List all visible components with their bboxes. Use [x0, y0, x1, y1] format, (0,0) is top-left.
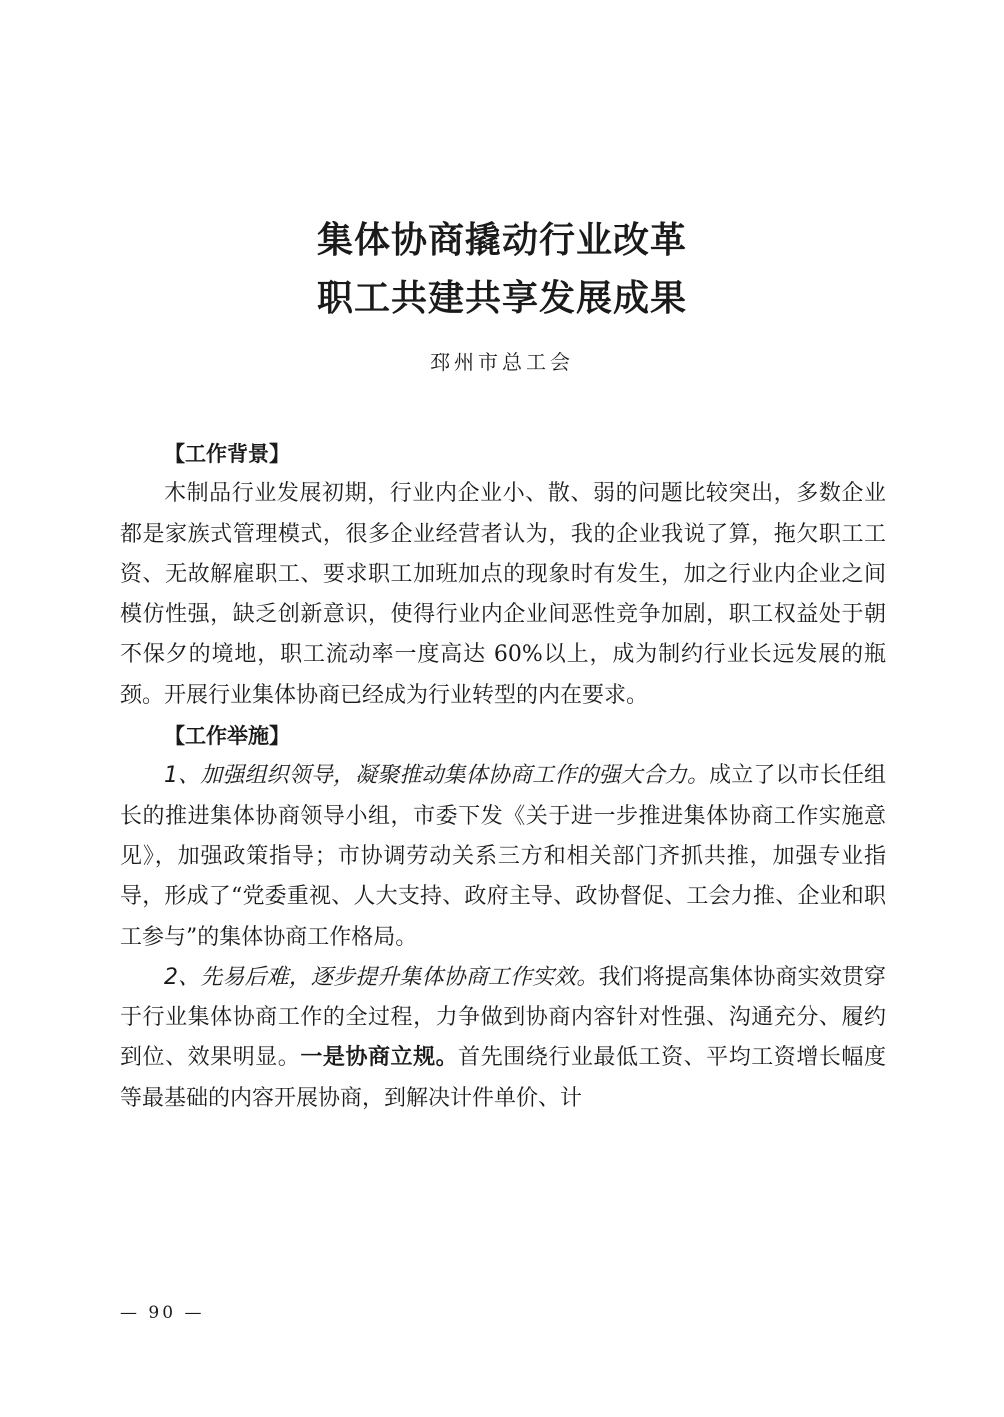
point-2-emphasis: 一是协商立规。	[300, 1045, 459, 1071]
point-2-title: 2、先易后难，逐步提升集体协商工作实效。	[164, 964, 599, 990]
paragraph-background: 木制品行业发展初期，行业内企业小、散、弱的问题比较突出，多数企业都是家族式管理模式，很多企业经营者认为，我的企业我说了算，拖欠职工工资、无故解雇职工、要求职工加班加点的现象时有发生，加之行业内企业之间模仿性强，缺乏创新意识，使得行业内企业间恶性竞争加剧，职工权益处于朝不保夕的境地，职工流动率一度高达 60%以上，成为制约行业长远发展的瓶颈。开展行业集体协商已经成为行业转型的内在要求。	[120, 481, 886, 708]
document-body	[120, 434, 886, 1119]
point-2-text-after: 首先围绕行业最低工资、平均工资增长幅度等最基础的内容开展协商，到解决计件单价、计	[120, 1045, 886, 1111]
title-line-1: 集体协商撬动行业改革	[316, 220, 687, 261]
point-2-text-before: 我们将提高集体协商实效贯穿于行业集体协商工作的全过程，力争做到协商内容针对性强、沟通充分、履约到位、效果明显。	[120, 964, 886, 1071]
author: 邳州市总工会	[430, 350, 574, 374]
section-heading-background: 【工作背景】	[164, 442, 290, 466]
section-heading-measures: 【工作举施】	[164, 724, 290, 749]
paragraph-point-1	[120, 756, 886, 957]
paragraph-point-2	[120, 958, 886, 1119]
title-line-2: 职工共建共享发展成果	[316, 278, 687, 319]
point-1-title: 1、加强组织领导，凝聚推动集体协商工作的强大合力。	[164, 763, 710, 789]
point-1-text: 成立了以市长任组长的推进集体协商领导小组，市委下发《关于进一步推进集体协商工作实施意见》，加强政策指导；市协调劳动关系三方和相关部门齐抓共推，加强专业指导，形成了“党委重视、人大支持、政府主导、政协督促、工会力推、企业和职工参与”的集体协商工作格局。	[120, 763, 886, 950]
document-title	[0, 212, 1004, 328]
page-number: — 90 —	[120, 1303, 205, 1323]
